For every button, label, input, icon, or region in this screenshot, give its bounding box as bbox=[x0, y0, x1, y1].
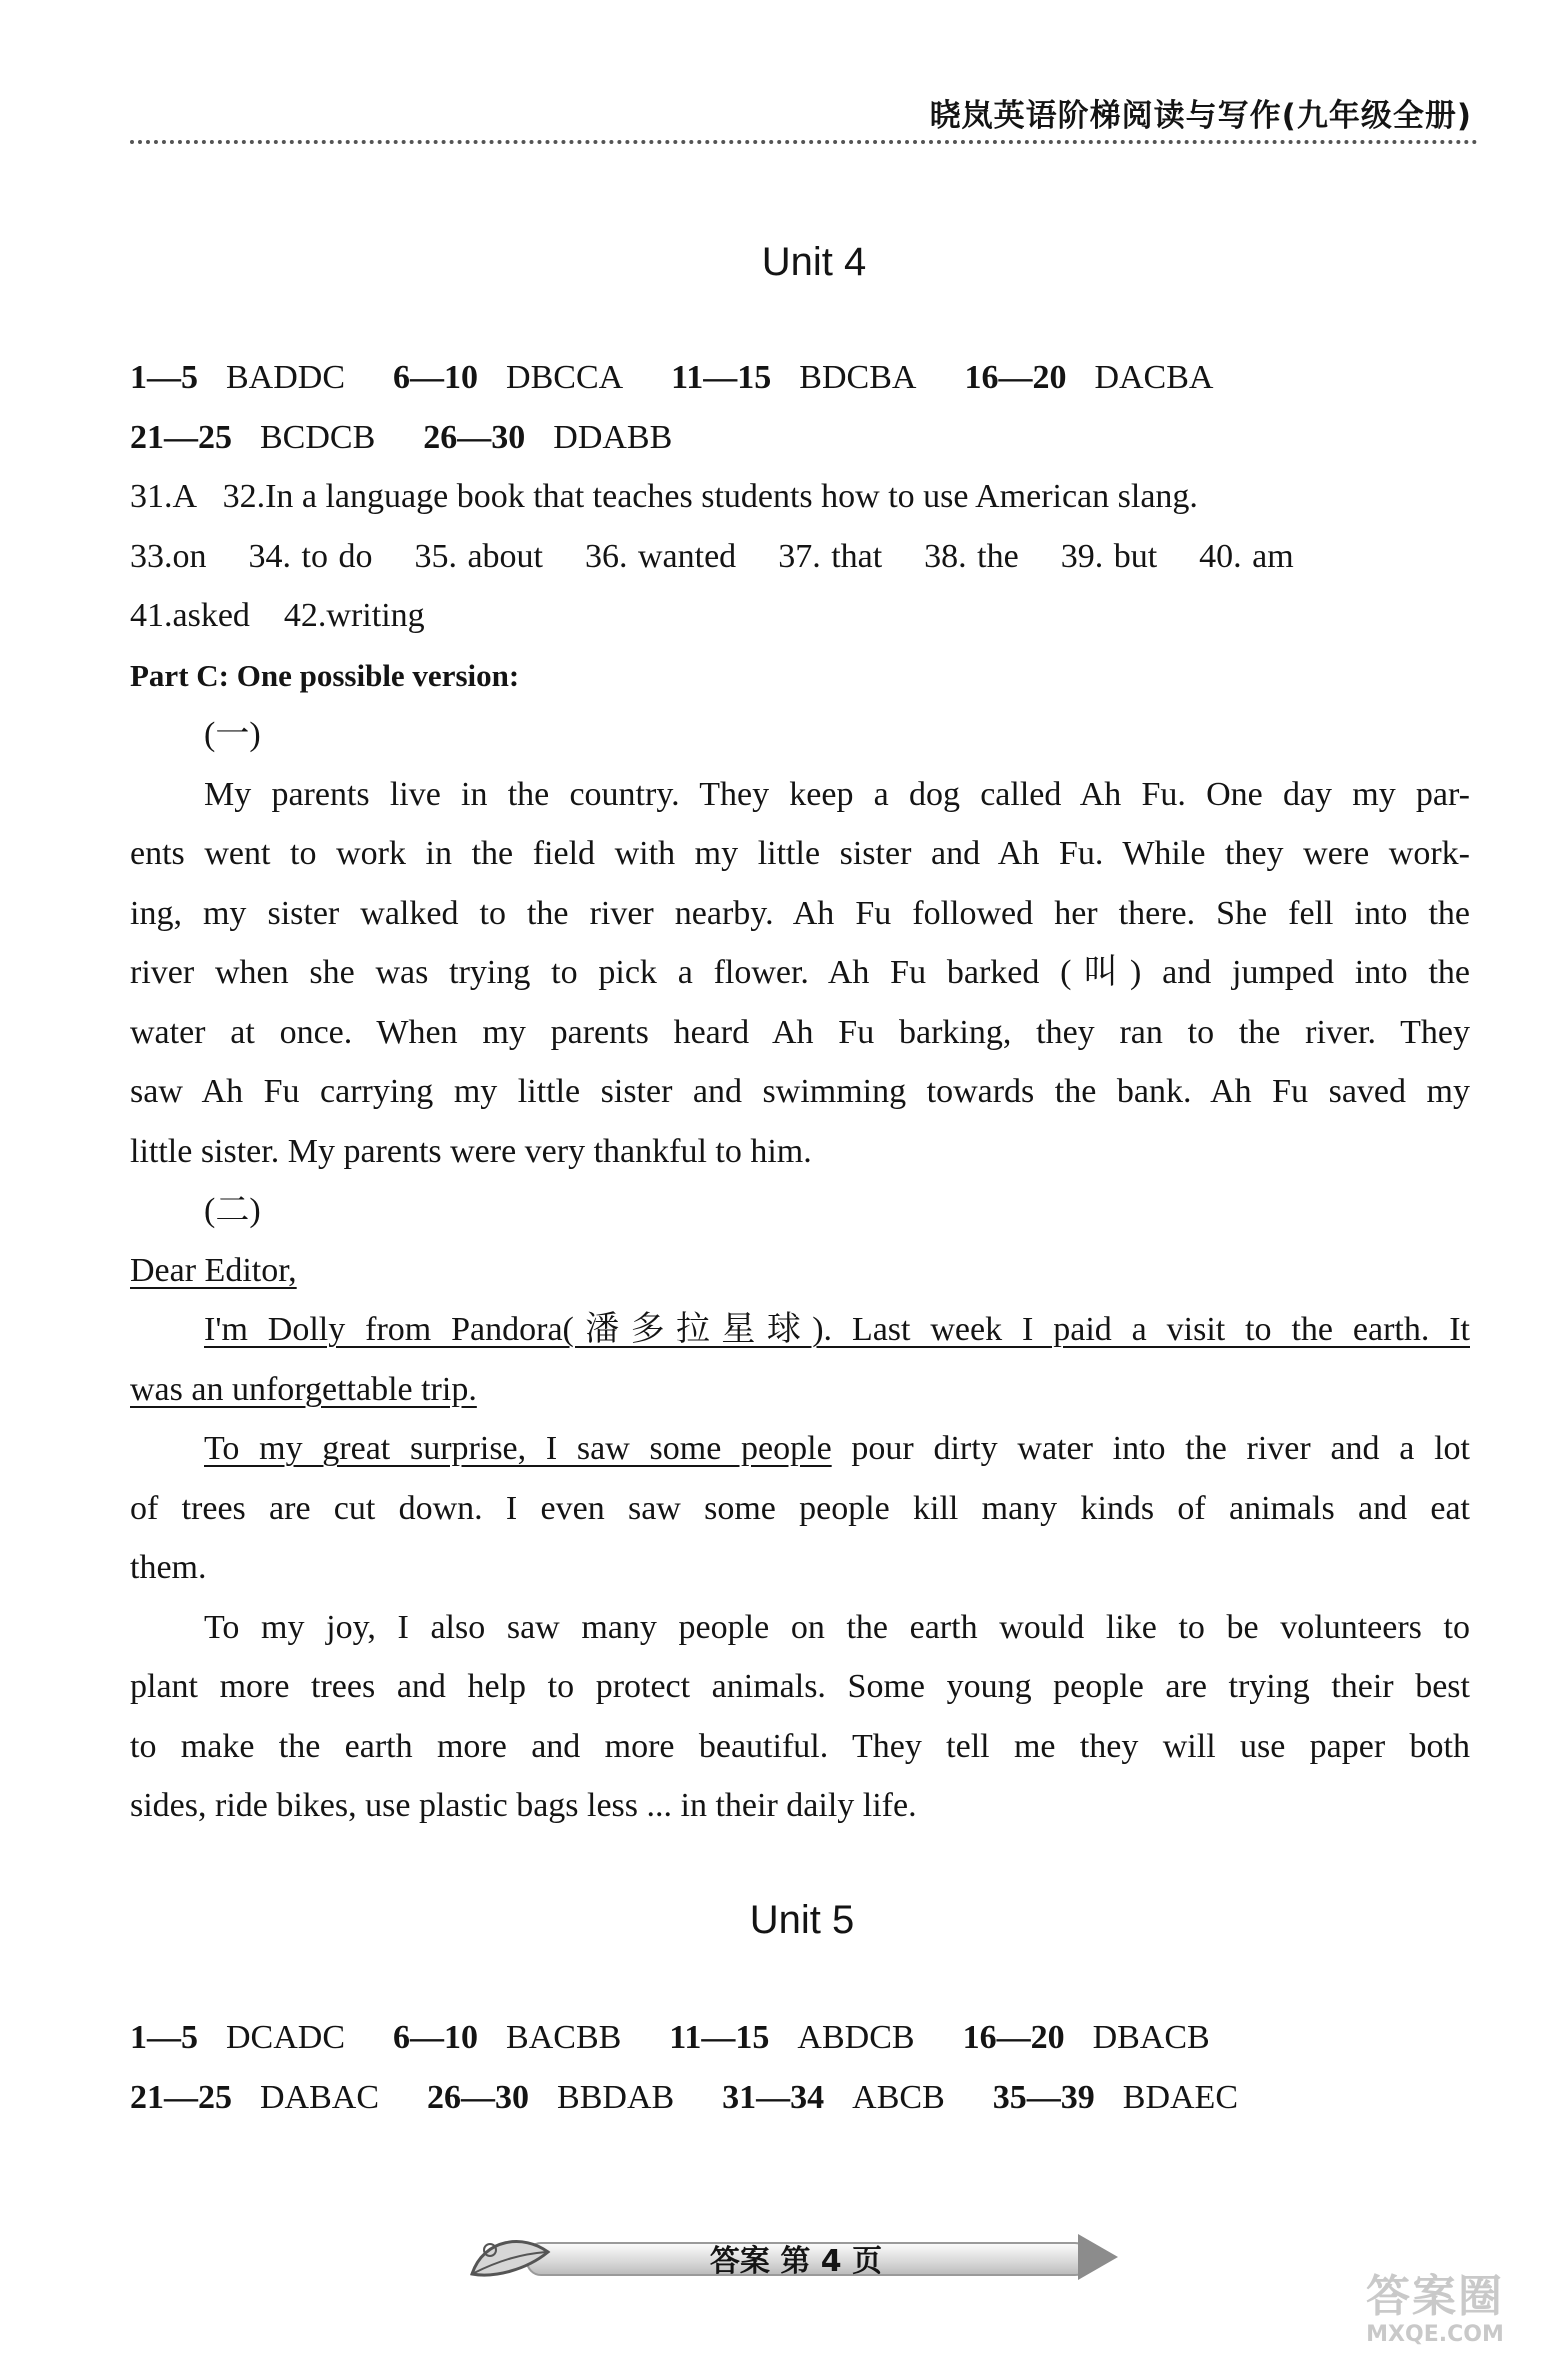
watermark bbox=[1320, 2272, 1550, 2358]
answer-31-32: 31.A 32.In a language book that teaches students how to use American slang. bbox=[130, 478, 1198, 515]
letter-line: was an unforgettable trip. bbox=[130, 1370, 477, 1408]
header-divider bbox=[130, 140, 1478, 144]
page-footer bbox=[456, 2228, 1136, 2286]
story-line: river when she was trying to pick a flower. Ah Fu barked (叫) and jumped into the bbox=[130, 954, 1470, 991]
unit-5-content bbox=[130, 2008, 1470, 2127]
answer-line: 21—25 BCDCB 26—30 DDABB bbox=[130, 418, 673, 456]
fill-answers: 41.asked 42.writing bbox=[130, 597, 425, 634]
letter-line: To my great surprise, I saw some people pour dirty water into the river and a lot bbox=[204, 1430, 1470, 1467]
letter-line: To my joy, I also saw many people on the earth would like to be volunteers to bbox=[204, 1608, 1470, 1646]
story-line: ents went to work in the field with my little sister and Ah Fu. While they were work- bbox=[130, 835, 1470, 872]
unit-5-title: Unit 5 bbox=[749, 1898, 855, 1942]
story-line: little sister. My parents were very thankful to him. bbox=[130, 1132, 812, 1170]
letter-line: of trees are cut down. I even saw some people kill many kinds of animals and eat bbox=[130, 1489, 1470, 1527]
story-line: water at once. When my parents heard Ah Fu barking, they ran to the river. They bbox=[130, 1013, 1470, 1051]
answer-line: 1—5 BADDC 6—10 DBCCA 11—15 BDCBA 16—20 DACBA bbox=[130, 359, 1214, 396]
answer-line: 1—5 DCADC 6—10 BACBB 11—15 ABDCB 16—20 DBACB bbox=[130, 2019, 1210, 2056]
letter-line: I'm Dolly from Pandora(潘多拉星球). Last week I paid a visit to the earth. It bbox=[204, 1311, 1470, 1348]
letter-line: sides, ride bikes, use plastic bags less ... in their daily life. bbox=[130, 1787, 917, 1824]
story-line: ing, my sister walked to the river nearby. Ah Fu followed her there. She fell into the bbox=[130, 894, 1470, 932]
section-marker: (一) bbox=[204, 716, 261, 753]
unit-4-content bbox=[130, 348, 1470, 1836]
watermark-url: MXQE.COM bbox=[1366, 2322, 1504, 2347]
story-line: saw Ah Fu carrying my little sister and swimming towards the bank. Ah Fu saved my bbox=[130, 1073, 1470, 1110]
letter-line: to make the earth more and more beautiful. They tell me they will use paper both bbox=[130, 1727, 1470, 1765]
footer-page-label: 答案 第 4 页 bbox=[709, 2244, 883, 2279]
letter-line: them. bbox=[130, 1549, 207, 1586]
story-line: My parents live in the country. They keep a dog called Ah Fu. One day my par- bbox=[204, 775, 1470, 813]
letter-line: plant more trees and help to protect animals. Some young people are trying their best bbox=[130, 1668, 1470, 1705]
section-marker: (二) bbox=[204, 1192, 261, 1229]
unit-4-title: Unit 4 bbox=[761, 240, 867, 284]
header-title: 晓岚英语阶梯阅读与写作(九年级全册) bbox=[929, 98, 1472, 134]
part-c-heading: Part C: One possible version: bbox=[130, 657, 520, 693]
watermark-brand: 答案圈 bbox=[1366, 2271, 1504, 2322]
answer-line: 21—25 DABAC 26—30 BBDAB 31—34 ABCB 35—39 BDAEC bbox=[130, 2078, 1238, 2116]
fill-answers: 33.on 34. to do 35. about 36. wanted 37. that 38. the 39. but 40. am bbox=[130, 537, 1294, 575]
letter-salutation: Dear Editor, bbox=[130, 1251, 297, 1289]
